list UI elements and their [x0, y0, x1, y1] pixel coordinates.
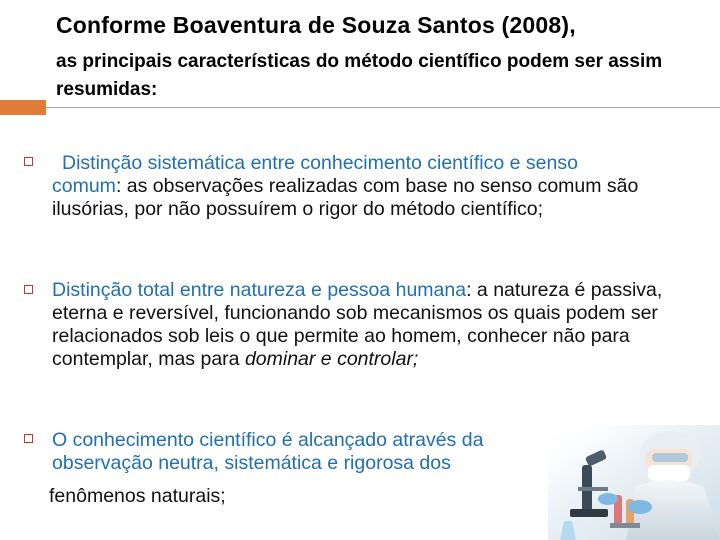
- item-term: O conhecimento científico é alcançado através da observação neutra, sistemática e rigorosa dos: [52, 429, 484, 474]
- item-term: Distinção sistemática entre conhecimento científico e senso comum: [52, 152, 578, 197]
- list-item: [52, 429, 552, 475]
- item-description: : a natureza é passiva, eterna e reversível, funcionando sob mecanismos os quais podem ser relacionados sob leis o que permite ao homem, conhecer não para contemplar, mas para: [52, 279, 663, 370]
- divider-line: [46, 107, 720, 108]
- list-item: [52, 279, 692, 371]
- list-item: [52, 152, 652, 221]
- item-emphasis: dominar e controlar;: [244, 348, 419, 370]
- bullet-square-icon: [24, 157, 33, 166]
- slide-subtitle: as principais características do método científico podem ser assim resumidas:: [56, 51, 663, 100]
- bullet-square-icon: [24, 285, 33, 294]
- laboratory-photo: [548, 425, 720, 540]
- item-description: : as observações realizadas com base no senso comum são ilusórias, por não possuírem o rigor do método científico;: [52, 175, 639, 220]
- slide-title: Conforme Boaventura de Souza Santos (2008),: [56, 12, 576, 38]
- item-term: Distinção total entre natureza e pessoa humana: [52, 279, 467, 301]
- accent-bar: [0, 100, 46, 115]
- list-item-continuation: fenômenos naturais;: [49, 485, 226, 507]
- bullet-square-icon: [24, 434, 33, 443]
